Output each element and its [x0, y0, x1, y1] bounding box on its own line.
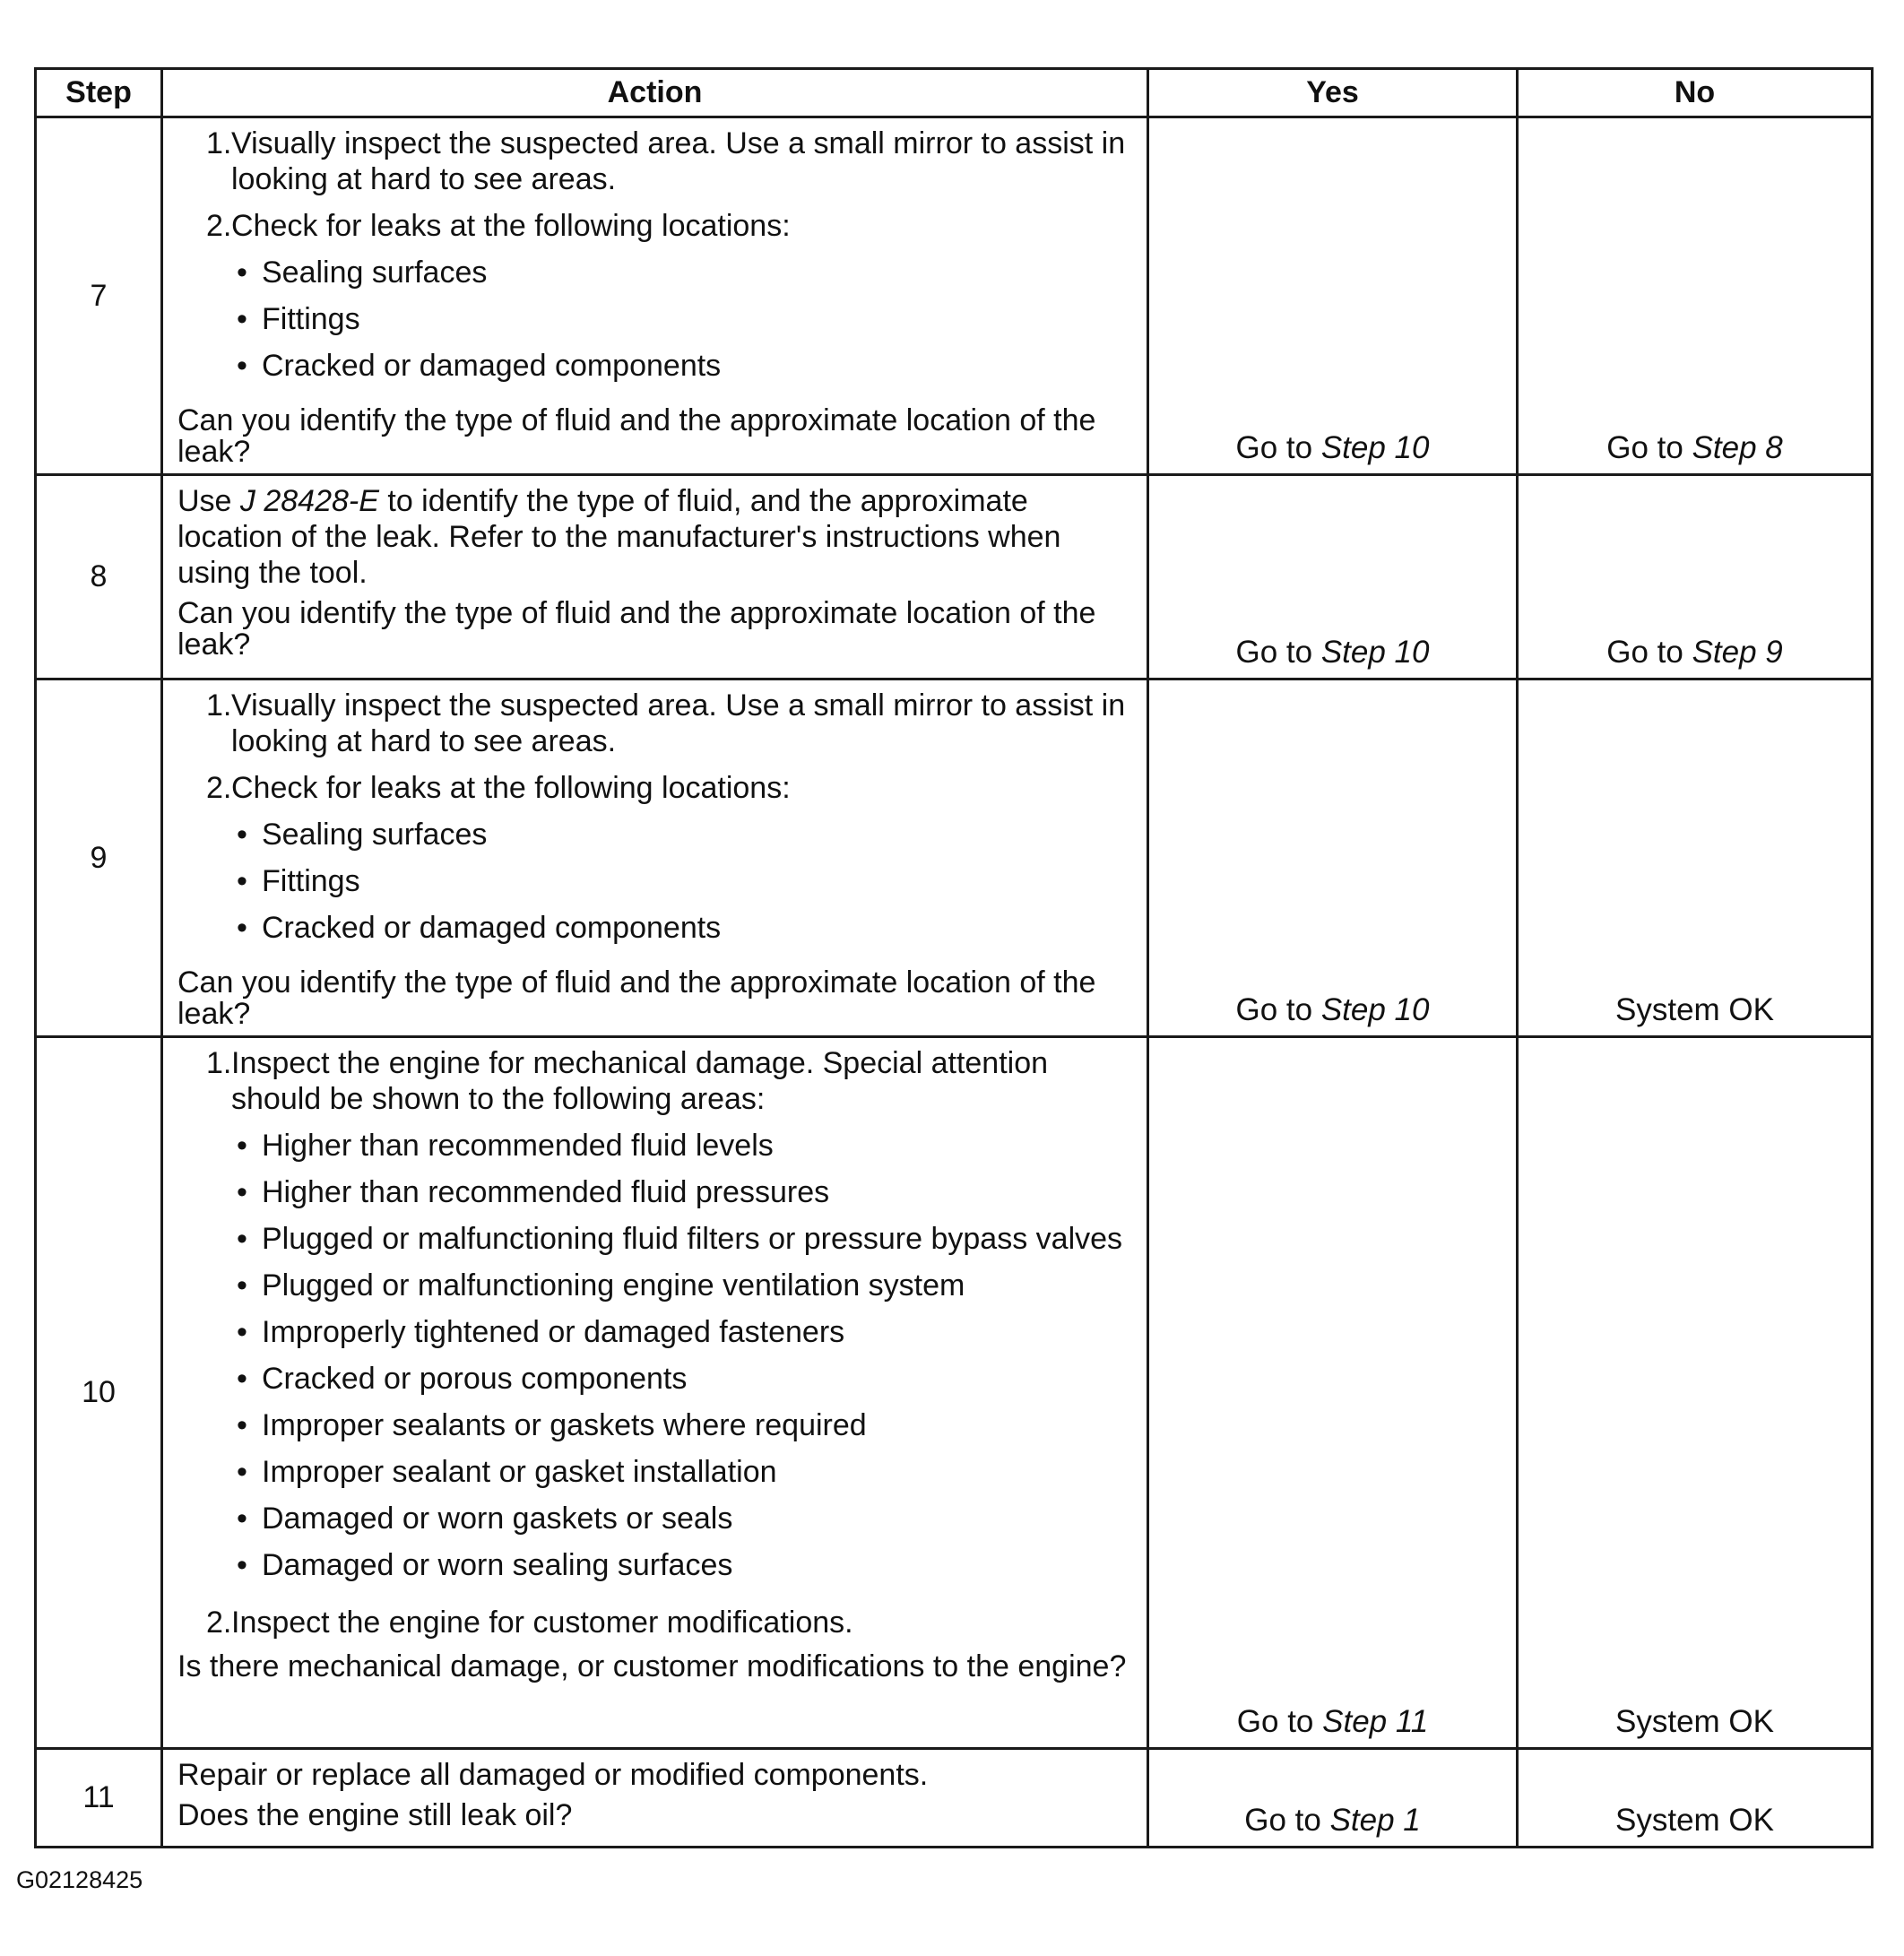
bullet-icon: • [237, 1455, 247, 1489]
table-row [36, 1037, 1873, 1749]
item-text: Check for leaks at the following locations: [231, 209, 791, 243]
result-text: System OK [1615, 992, 1774, 1027]
bullet-text: Fittings [262, 302, 360, 336]
bullet-item [231, 1268, 1134, 1303]
bullet-icon: • [237, 911, 247, 945]
bullet-icon: • [237, 349, 247, 383]
goto-text: Go to [1236, 1704, 1323, 1739]
bullet-item [231, 1361, 1134, 1397]
no-result [1518, 1037, 1873, 1749]
bullet-icon: • [237, 1408, 247, 1442]
bullet-icon: • [237, 1362, 247, 1396]
bullet-item [231, 1454, 1134, 1490]
item-number: 1. [206, 1046, 232, 1080]
bullet-text: Damaged or worn gaskets or seals [262, 1502, 733, 1536]
table-row [36, 679, 1873, 1037]
action-cell [162, 679, 1148, 1037]
bullet-text: Higher than recommended fluid pressures [262, 1175, 830, 1209]
action-paragraph [177, 483, 1134, 591]
table-row [36, 117, 1873, 475]
bullet-text: Fittings [262, 864, 360, 898]
bullet-icon: • [237, 1175, 247, 1209]
header-step: Step [36, 69, 162, 117]
table-row [36, 1749, 1873, 1848]
ordered-item [177, 125, 1134, 197]
action-text: Repair or replace all damaged or modified components. [177, 1758, 929, 1792]
bullet-item [231, 1221, 1134, 1257]
bullet-text: Improper sealants or gaskets where required [262, 1408, 867, 1442]
bullet-text: Sealing surfaces [262, 255, 488, 290]
action-cell [162, 475, 1148, 679]
item-body [231, 688, 1134, 759]
bullet-text: Improperly tightened or damaged fasteners [262, 1315, 845, 1349]
bullet-item [231, 1407, 1134, 1443]
bullet-list [231, 255, 1134, 384]
item-number: 2. [206, 209, 232, 243]
action-cell [162, 117, 1148, 475]
item-body [231, 1045, 1134, 1594]
bullet-text: Sealing surfaces [262, 818, 488, 852]
bullet-text: Plugged or malfunctioning fluid filters or pressure bypass valves [262, 1222, 1123, 1256]
step-reference: Step 10 [1320, 992, 1430, 1027]
ordered-item [177, 1045, 1134, 1594]
bullet-item [231, 1128, 1134, 1164]
step-number: 9 [36, 679, 162, 1037]
step-reference: Step 11 [1322, 1704, 1429, 1739]
item-number: 2. [206, 1605, 232, 1640]
header-row [36, 69, 1873, 117]
bullet-item [231, 1174, 1134, 1210]
ordered-item [177, 208, 1134, 394]
question-text: Is there mechanical damage, or customer modifications to the engine? [177, 1649, 1127, 1683]
step-reference: Step 1 [1329, 1803, 1421, 1838]
bullet-icon: • [237, 1502, 247, 1536]
bullet-item [231, 1314, 1134, 1350]
bullet-text: Plugged or malfunctioning engine ventilation system [262, 1268, 965, 1303]
goto-text: Go to [1606, 635, 1692, 670]
question-text: Can you identify the type of fluid and the approximate location of the leak? [177, 596, 1096, 662]
bullet-list [231, 1128, 1134, 1583]
bullet-icon: • [237, 1222, 247, 1256]
goto-text: Go to [1606, 430, 1692, 465]
action-paragraph [177, 1757, 1134, 1793]
action-text: to identify the type of fluid, and the approximate location of the leak. Refer to the manufacturer's instructions when using the tool. [177, 484, 1061, 590]
bullet-list [231, 817, 1134, 946]
bullet-text: Improper sealant or gasket installation [262, 1455, 777, 1489]
goto-text: Go to [1235, 992, 1321, 1027]
item-text: Visually inspect the suspected area. Use a small mirror to assist in looking at hard to see areas. [231, 126, 1126, 196]
table-row [36, 475, 1873, 679]
bullet-item [231, 1501, 1134, 1536]
no-result [1518, 475, 1873, 679]
bullet-icon: • [237, 1315, 247, 1349]
bullet-item [231, 301, 1134, 337]
header-yes: Yes [1148, 69, 1518, 117]
yes-result [1148, 117, 1518, 475]
bullet-icon: • [237, 302, 247, 336]
bullet-text: Higher than recommended fluid levels [262, 1129, 774, 1163]
action-text: Use [177, 484, 240, 518]
ordered-item [177, 770, 1134, 956]
step-number: 11 [36, 1749, 162, 1848]
bullet-icon: • [237, 1548, 247, 1582]
bullet-text: Damaged or worn sealing surfaces [262, 1548, 733, 1582]
step-number: 8 [36, 475, 162, 679]
bullet-text: Cracked or damaged components [262, 911, 722, 945]
bullet-icon: • [237, 255, 247, 290]
bullet-item [231, 348, 1134, 384]
step-number: 7 [36, 117, 162, 475]
goto-text: Go to [1235, 430, 1321, 465]
figure-id: G02128425 [16, 1866, 143, 1893]
item-number: 2. [206, 771, 232, 805]
ordered-item [177, 1605, 1134, 1640]
item-body [231, 208, 1134, 394]
result-text: System OK [1615, 1803, 1774, 1838]
bullet-icon: • [237, 1129, 247, 1163]
step-number: 10 [36, 1037, 162, 1749]
item-body [231, 1605, 1134, 1640]
action-cell [162, 1749, 1148, 1848]
bullet-icon: • [237, 818, 247, 852]
goto-text: Go to [1235, 635, 1321, 670]
bullet-item [231, 817, 1134, 853]
no-result [1518, 117, 1873, 475]
bullet-text: Cracked or damaged components [262, 349, 722, 383]
diagnostic-table [34, 67, 1874, 1848]
header-action: Action [162, 69, 1148, 117]
bullet-item [231, 255, 1134, 290]
item-body [231, 125, 1134, 197]
goto-text: Go to [1244, 1803, 1330, 1838]
question-text: Does the engine still leak oil? [177, 1798, 573, 1832]
question-text: Can you identify the type of fluid and the approximate location of the leak? [177, 403, 1096, 469]
bullet-icon: • [237, 864, 247, 898]
ordered-item [177, 688, 1134, 759]
item-text: Visually inspect the suspected area. Use a small mirror to assist in looking at hard to see areas. [231, 688, 1126, 758]
question-text: Can you identify the type of fluid and the approximate location of the leak? [177, 965, 1096, 1031]
yes-result [1148, 1037, 1518, 1749]
no-result [1518, 1749, 1873, 1848]
item-number: 1. [206, 126, 232, 160]
bullet-icon: • [237, 1268, 247, 1303]
bullet-item [231, 863, 1134, 899]
bullet-text: Cracked or porous components [262, 1362, 688, 1396]
step-reference: Step 10 [1320, 635, 1430, 670]
step-reference: Step 8 [1692, 430, 1783, 465]
step-reference: Step 9 [1692, 635, 1783, 670]
result-text: System OK [1615, 1704, 1774, 1739]
tool-reference: J 28428-E [239, 484, 379, 518]
yes-result [1148, 679, 1518, 1037]
header-no: No [1518, 69, 1873, 117]
item-text: Check for leaks at the following locations: [231, 771, 791, 805]
item-number: 1. [206, 688, 232, 723]
no-result [1518, 679, 1873, 1037]
item-text: Inspect the engine for mechanical damage. Special attention should be shown to the following areas: [231, 1046, 1049, 1116]
table-body [36, 117, 1873, 1848]
action-cell [162, 1037, 1148, 1749]
bullet-item [231, 910, 1134, 946]
bullet-item [231, 1547, 1134, 1583]
yes-result [1148, 475, 1518, 679]
item-body [231, 770, 1134, 956]
yes-result [1148, 1749, 1518, 1848]
step-reference: Step 10 [1320, 430, 1430, 465]
item-text: Inspect the engine for customer modifications. [231, 1605, 853, 1640]
